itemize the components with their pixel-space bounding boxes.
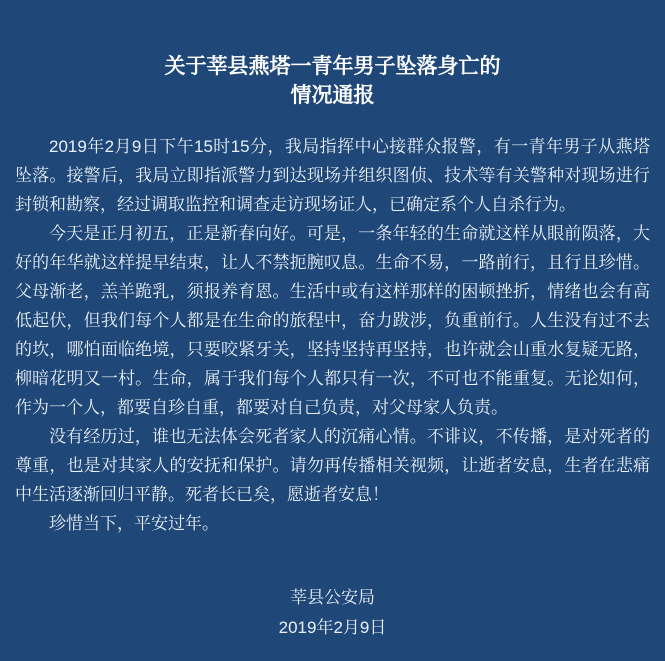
notice-paragraph-appeal: 没有经历过，谁也无法体会死者家人的沉痛心情。不诽议，不传播，是对死者的尊重，也是对其家人的安抚和保护。请勿再传播相关视频，让逝者安息，生者在悲痛中生活逐渐回归平静。死者长已矣，愿逝者安息！ <box>15 427 650 504</box>
notice-paragraph-closing: 珍惜当下，平安过年。 <box>49 514 219 533</box>
issuing-authority: 莘县公安局 <box>290 588 375 607</box>
notice-title <box>0 52 665 110</box>
notice-footer <box>0 583 665 642</box>
notice-title-line2: 情况通报 <box>290 84 375 107</box>
notice-date: 2019年2月9日 <box>278 618 387 637</box>
notice-paragraph-reflection: 今天是正月初五，正是新春向好。可是，一条年轻的生命就这样从眼前陨落，大好的年华就这样提早结束，让人不禁扼腕叹息。生命不易，一路前行，且行且珍惜。父母渐老，羔羊跪乳，须报养育恩。生活中或有这样那样的困顿挫折，情绪也会有高低起伏，但我们每个人都是在生命的旅程中，奋力跋涉，负重前行。人生没有过不去的坎，哪怕面临绝境，只要咬紧牙关，坚持坚持再坚持，也许就会山重水复疑无路，柳暗花明又一村。生命，属于我们每个人都只有一次，不可也不能重复。无论如何，作为一个人，都要自珍自重，都要对自己负责，对父母家人负责。 <box>15 224 650 417</box>
notice-paragraph-incident: 2019年2月9日下午15时15分，我局指挥中心接群众报警，有一青年男子从燕塔坠落。接警后，我局立即指派警力到达现场并组织图侦、技术等有关警种对现场进行封锁和勘察，经过调取监控和调查走访现场证人，已确定系个人自杀行为。 <box>15 137 650 214</box>
notice-title-line1: 关于莘县燕塔一青年男子坠落身亡的 <box>164 55 501 78</box>
notice-body <box>0 132 665 538</box>
